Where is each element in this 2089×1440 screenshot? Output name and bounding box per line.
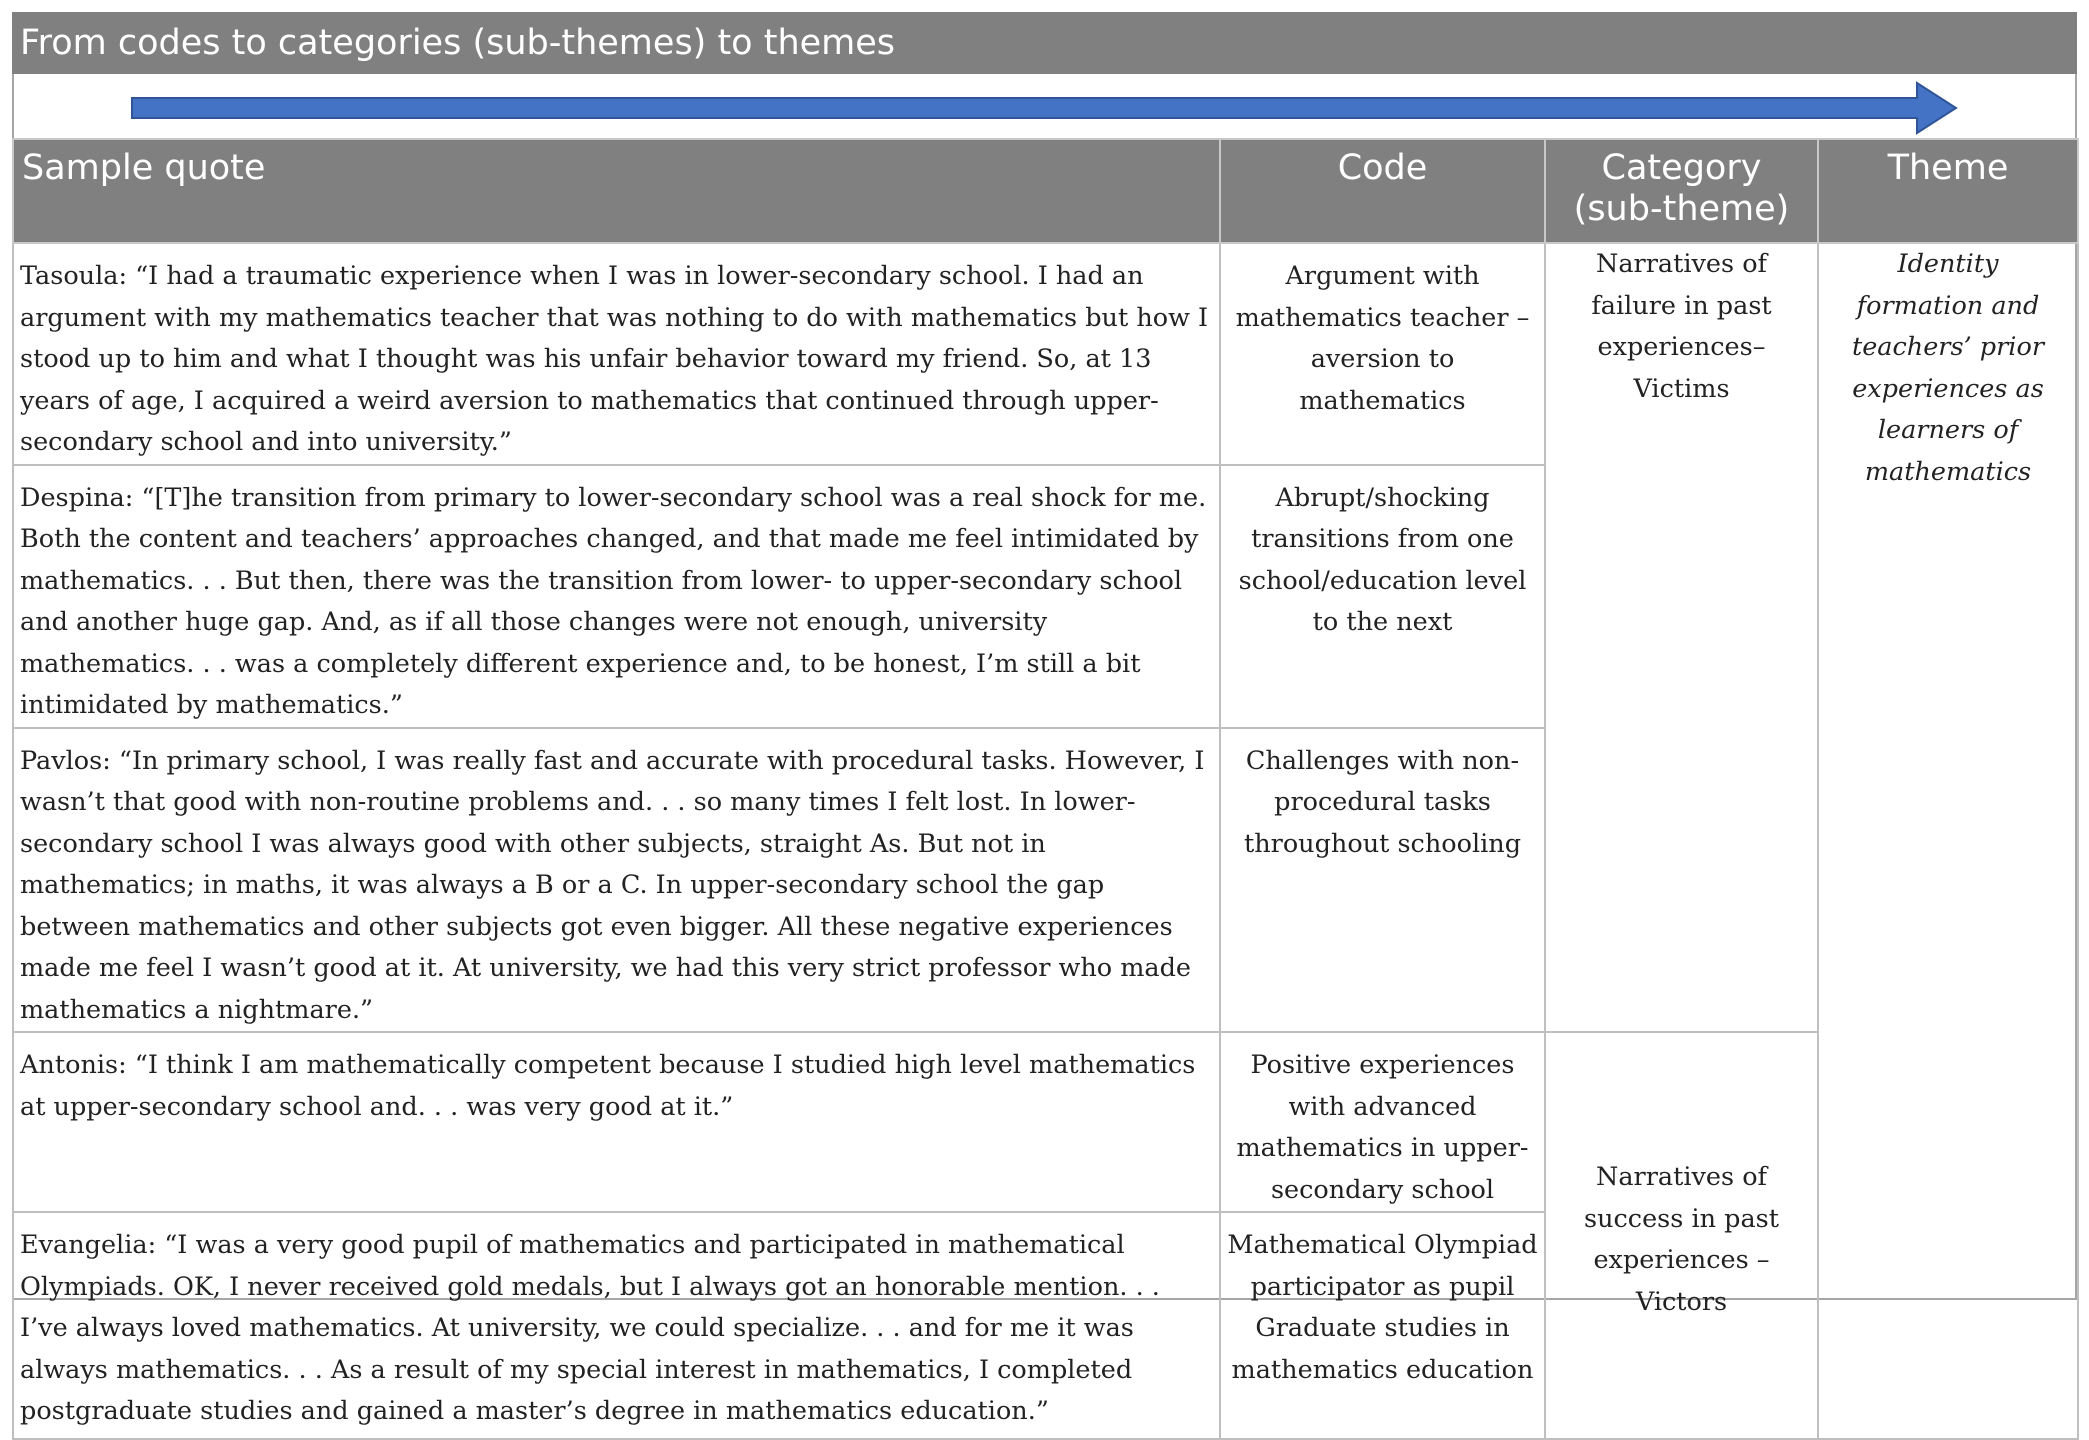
header-sample-quote: Sample quote (13, 139, 1220, 243)
code-tasoula: Argument with mathematics teacher – aversion to mathematics (1220, 243, 1545, 465)
header-category-line1: Category (1601, 148, 1762, 188)
quote-despina: Despina: “[T]he transition from primary to lower-secondary school was a real shock for me. Both the content and teachers’ approaches changed, and that made me feel intimidated by mathematics. . . But then, there was the transition from lower- to upper-secondary school and another huge gap. And, as if all those changes were not enough, university mathematics. . . was a completely different experience and, to be honest, I’m still a bit intimidated by mathematics.” (13, 465, 1220, 728)
code-pavlos: Challenges with non-procedural tasks throughout schooling (1220, 728, 1545, 1033)
code-evangelia-line2: Graduate studies in mathematics education (1231, 1313, 1534, 1385)
themes-table (12, 138, 2079, 1440)
code-evangelia-line1: Mathematical Olympiad participator as pupil (1227, 1230, 1538, 1302)
theme-cell: Identity formation and teachers’ prior experiences as learners of mathematics (1818, 243, 2078, 1439)
category-failure: Narratives of failure in past experiences–Victims (1545, 243, 1818, 1032)
quote-tasoula: Tasoula: “I had a traumatic experience when I was in lower-secondary school. I had an argument with my mathematics teacher that was nothing to do with mathematics but how I stood up to him and what I thought was his unfair behavior toward my friend. So, at 13 years of age, I acquired a weird aversion to mathematics that continued through upper-secondary school and into university.” (13, 243, 1220, 465)
progression-arrow (12, 74, 2077, 138)
header-theme: Theme (1818, 139, 2078, 243)
category-success: Narratives of success in past experiences – Victors (1545, 1032, 1818, 1439)
table-row (13, 1032, 2078, 1212)
quote-pavlos: Pavlos: “In primary school, I was really fast and accurate with procedural tasks. However, I wasn’t that good with non-routine problems and. . . so many times I felt lost. In lower-secondary school I was always good with other subjects, straight As. But not in mathematics; in maths, it was always a B or a C. In upper-secondary school the gap between mathematics and other subjects got even bigger. All these negative experiences made me feel I wasn’t good at it. At university, we had this very strict professor who made mathematics a nightmare.” (13, 728, 1220, 1033)
quote-evangelia: Evangelia: “I was a very good pupil of mathematics and participated in mathematical Olympiads. OK, I never received gold medals, but I always got an honorable mention. . . I’ve always loved mathematics. At university, we could specialize. . . and for me it was always mathematics. . . As a result of my special interest in mathematics, I completed postgraduate studies and gained a master’s degree in mathematics education.” (13, 1212, 1220, 1439)
header-category (1545, 139, 1818, 243)
code-evangelia (1220, 1212, 1545, 1439)
code-despina: Abrupt/shocking transitions from one school/education level to the next (1220, 465, 1545, 728)
header-code: Code (1220, 139, 1545, 243)
quote-antonis: Antonis: “I think I am mathematically competent because I studied high level mathematics at upper-secondary school and. . . was very good at it.” (13, 1032, 1220, 1212)
header-category-line2: (sub-theme) (1573, 189, 1790, 229)
header-row (13, 139, 2078, 243)
table-row (13, 243, 2078, 465)
arrow-shape (132, 83, 1956, 133)
code-antonis: Positive experiences with advanced mathematics in upper-secondary school (1220, 1032, 1545, 1212)
banner-title: From codes to categories (sub-themes) to themes (12, 12, 2077, 74)
arrow-right-icon (12, 74, 2077, 138)
